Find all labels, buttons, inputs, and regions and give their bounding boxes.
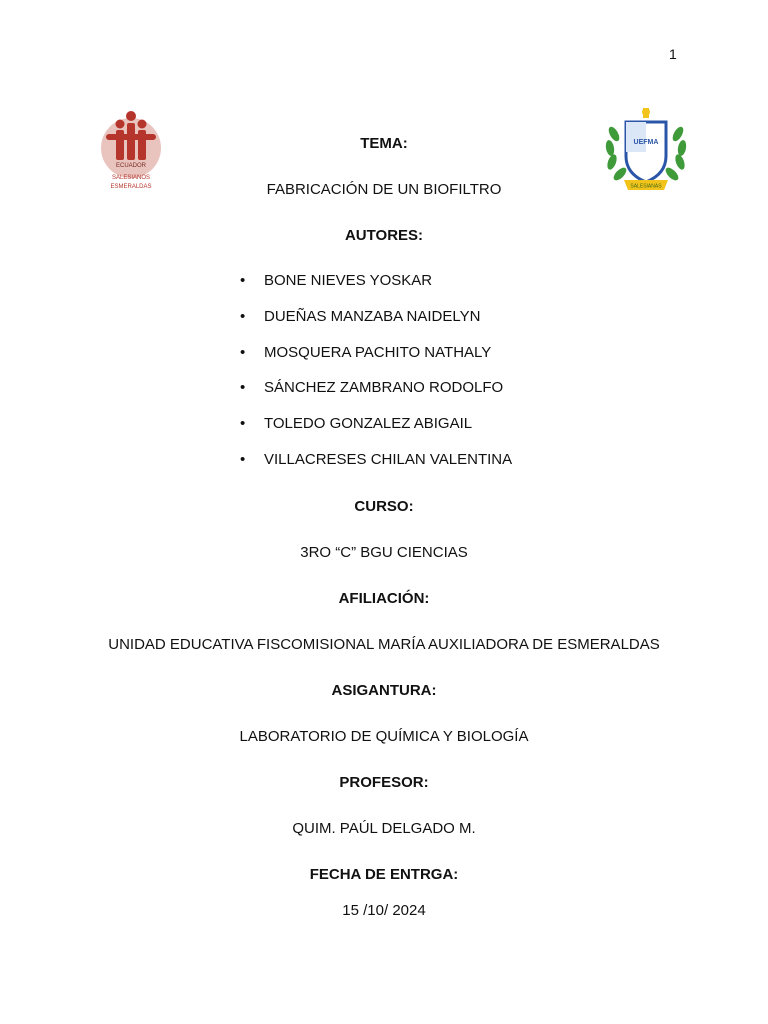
- fecha-label: FECHA DE ENTRGA:: [309, 866, 459, 883]
- bullet-icon: •: [240, 450, 246, 468]
- list-item: [240, 306, 512, 342]
- author-name: TOLEDO GONZALEZ ABIGAIL: [264, 415, 473, 433]
- author-name: VILLACRESES CHILAN VALENTINA: [264, 450, 513, 468]
- svg-text:SALESIANOS: SALESIANOS: [111, 175, 151, 181]
- list-item: [240, 449, 512, 485]
- curso-value: 3RO “C” BGU CIENCIAS: [300, 544, 468, 561]
- profesor-label: PROFESOR:: [339, 774, 429, 791]
- list-item: [240, 413, 512, 449]
- list-item: [240, 270, 512, 306]
- profesor-value: QUIM. PAÚL DELGADO M.: [292, 820, 476, 837]
- tema-label: TEMA:: [360, 135, 408, 152]
- afiliacion-label: AFILIACIÓN:: [338, 590, 430, 607]
- svg-text:SALESIANAS: SALESIANAS: [630, 183, 662, 190]
- fecha-value: 15 /10/ 2024: [342, 902, 426, 919]
- afiliacion-value: UNIDAD EDUCATIVA FISCOMISIONAL MARÍA AUXILIADORA DE ESMERALDAS: [108, 636, 660, 653]
- asignatura-label: ASIGANTURA:: [331, 682, 437, 699]
- asignatura-value: LABORATORIO DE QUÍMICA Y BIOLOGÍA: [239, 728, 529, 745]
- svg-text:ECUADOR: ECUADOR: [115, 163, 147, 169]
- list-item: [240, 342, 512, 378]
- author-name: BONE NIEVES YOSKAR: [264, 272, 433, 289]
- author-name: MOSQUERA PACHITO NATHALY: [264, 343, 492, 361]
- page-number: 1: [669, 46, 677, 62]
- bullet-icon: •: [240, 307, 246, 325]
- autores-label: AUTORES:: [344, 227, 424, 244]
- bullet-icon: •: [240, 272, 246, 289]
- author-name: SÁNCHEZ ZAMBRANO RODOLFO: [264, 379, 504, 397]
- tema-value: FABRICACIÓN DE UN BIOFILTRO: [266, 181, 502, 198]
- svg-text:UEFMA: UEFMA: [633, 139, 659, 146]
- list-item: [240, 377, 512, 413]
- author-name: DUEÑAS MANZABA NAIDELYN: [264, 307, 481, 325]
- bullet-icon: •: [240, 415, 246, 433]
- bullet-icon: •: [240, 379, 246, 397]
- bullet-icon: •: [240, 343, 246, 361]
- curso-label: CURSO:: [354, 498, 414, 515]
- authors-list: [240, 270, 512, 485]
- svg-text:ESMERALDAS: ESMERALDAS: [110, 184, 152, 190]
